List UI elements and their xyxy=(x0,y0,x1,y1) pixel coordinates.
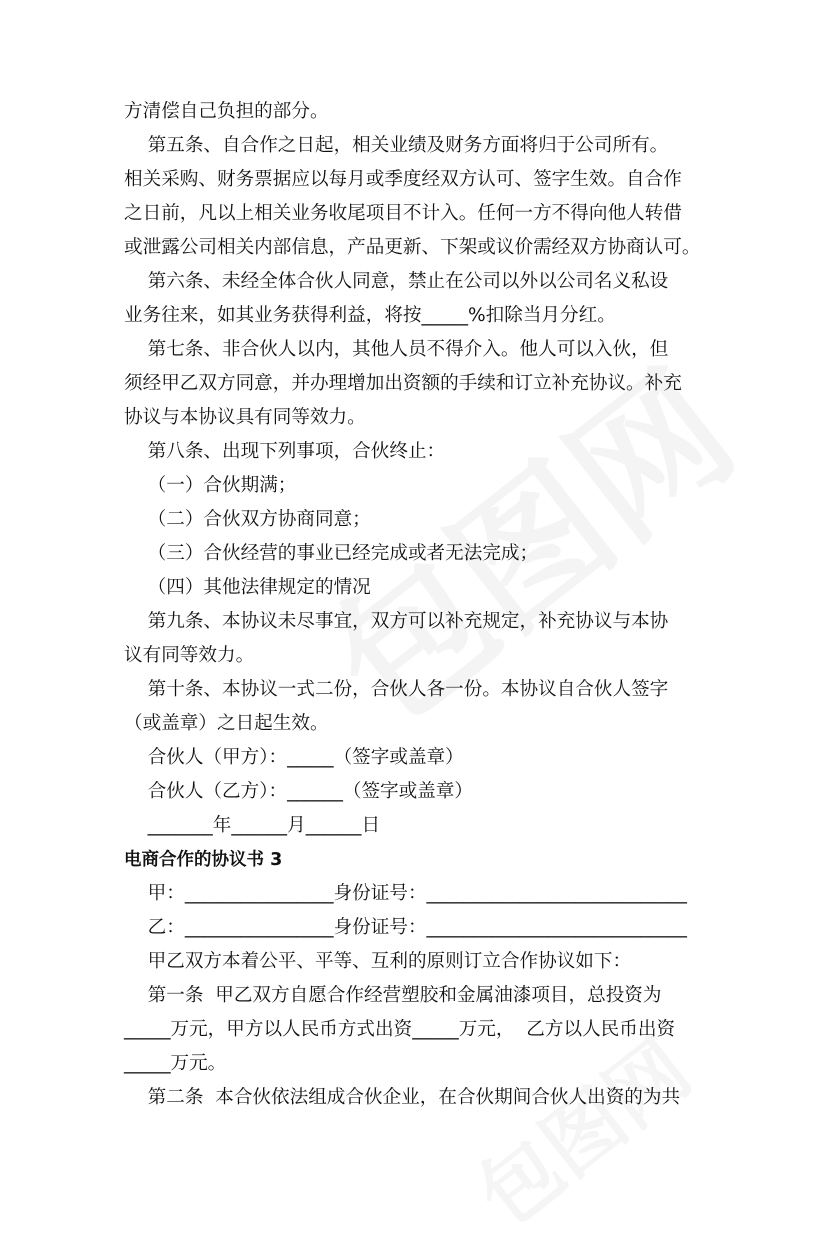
paragraph-line: 业务往来，如其业务获得利益，将按_____%扣除当月分红。 xyxy=(124,305,616,326)
section-heading: 电商合作的协议书 3 xyxy=(124,850,283,870)
party-b-line: 乙：________________身份证号：____________________________ xyxy=(124,917,687,938)
signature-party-a: 合伙人（甲方）：_____（签字或盖章） xyxy=(124,747,464,768)
list-item: （二）合伙双方协商同意； xyxy=(124,509,371,530)
list-item: （一）合伙期满； xyxy=(124,475,297,496)
list-item: （四）其他法律规定的情况 xyxy=(124,577,371,598)
preamble-line: 甲乙双方本着公平、平等、互利的原则订立合作协议如下： xyxy=(124,951,632,972)
paragraph-line: 相关采购、财务票据应以每月或季度经双方认可、签字生效。自合作 xyxy=(124,169,682,190)
article-9-line: 第九条、本协议未尽事宜，双方可以补充规定，补充协议与本协 xyxy=(124,611,669,632)
paragraph-line: _____万元。 xyxy=(124,1053,227,1074)
paragraph-line: _____万元，甲方以人民币方式出资_____万元， 乙方以人民币出资 xyxy=(124,1019,676,1040)
article-10-line: 第十条、本协议一式二份，合伙人各一份。本协议自合伙人签字 xyxy=(124,679,669,700)
article-1-line: 第一条 甲乙双方自愿合作经营塑胶和金属油漆项目，总投资为 xyxy=(124,985,662,1006)
paragraph-line: 协议与本协议具有同等效力。 xyxy=(124,407,366,428)
article-2-line: 第二条 本合伙依法组成合伙企业，在合伙期间合伙人出资的为共 xyxy=(124,1087,681,1108)
list-item: （三）合伙经营的事业已经完成或者无法完成； xyxy=(124,543,539,564)
paragraph-line: 议有同等效力。 xyxy=(124,645,255,666)
article-5-line: 第五条、自合作之日起，相关业绩及财务方面将归于公司所有。 xyxy=(124,135,669,156)
party-a-line: 甲：________________身份证号：____________________________ xyxy=(124,883,687,904)
paragraph-line: 方清偿自己负担的部分。 xyxy=(124,101,329,122)
article-8-line: 第八条、出现下列事项，合伙终止： xyxy=(124,441,446,462)
paragraph-line: 之日前，凡以上相关业务收尾项目不计入。任何一方不得向他人转借 xyxy=(124,203,682,224)
article-7-line: 第七条、非合伙人以内，其他人员不得介入。他人可以入伙，但 xyxy=(124,339,669,360)
signature-party-b: 合伙人（乙方）：______（签字或盖章） xyxy=(124,781,474,802)
paragraph-line: 须经甲乙双方同意，并办理增加出资额的手续和订立补充协议。补充 xyxy=(124,373,682,394)
article-6-line: 第六条、未经全体合伙人同意，禁止在公司以外以公司名义私设 xyxy=(124,271,669,292)
paragraph-line: 或泄露公司相关内部信息，产品更新、下架或议价需经双方协商认可。 xyxy=(124,237,701,258)
paragraph-line: （或盖章）之日起生效。 xyxy=(124,713,329,734)
signature-date: _______年______月______日 xyxy=(124,815,381,836)
watermark-corner xyxy=(450,1008,710,1246)
